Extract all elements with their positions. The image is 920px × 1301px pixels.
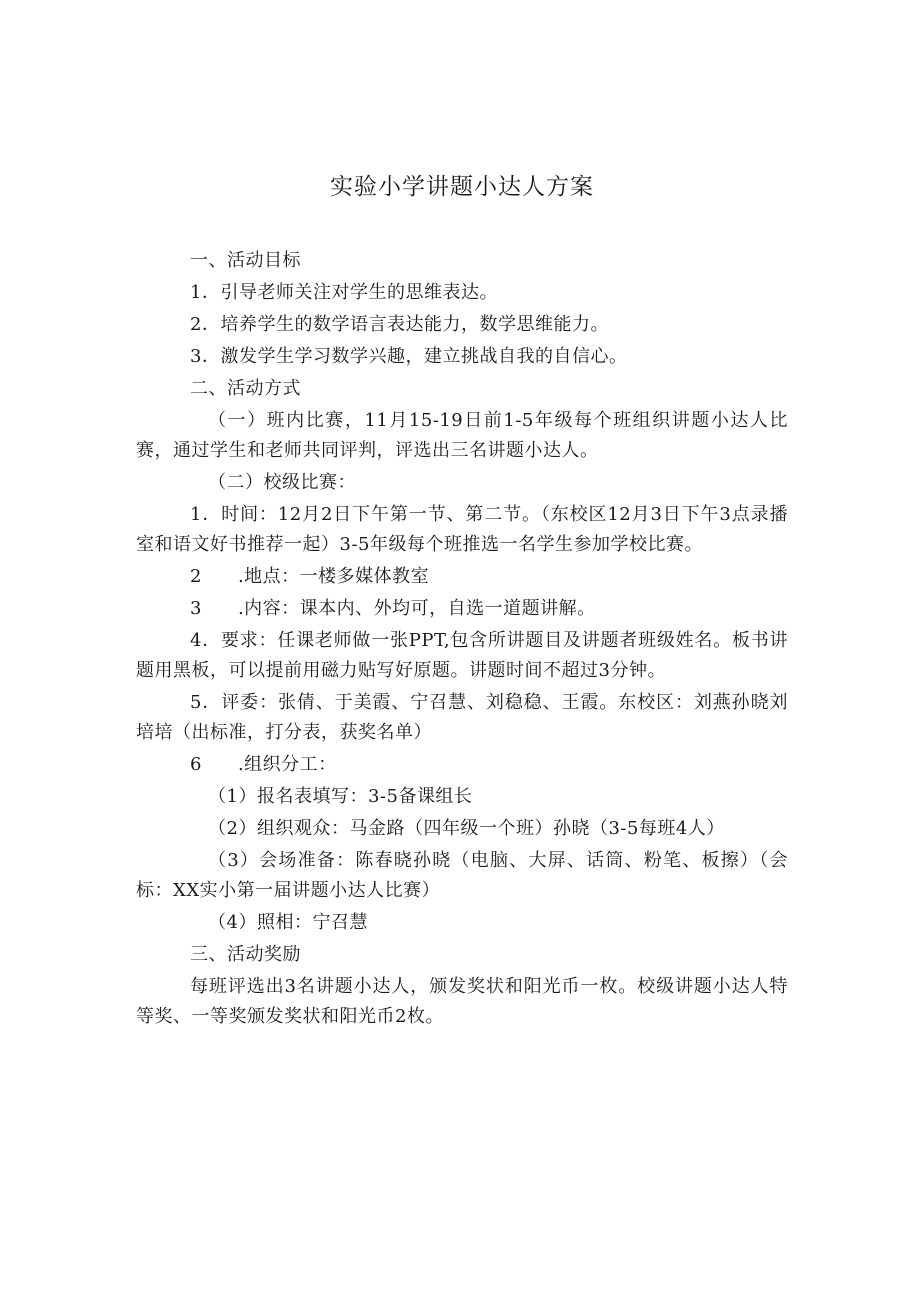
goal-item-3: 3．激发学生学习数学兴趣，建立挑战自我的自信心。 <box>190 346 628 367</box>
school-item-content <box>136 594 788 624</box>
item-number: 6 <box>190 754 202 775</box>
section-heading-method: 二、活动方式 <box>190 378 301 399</box>
item-text: .内容：课本内、外均可，自选一道题讲解。 <box>237 598 596 619</box>
school-item-requirements: 4．要求：任课老师做一张PPT,包含所讲题目及讲题者班级姓名。板书讲题用黑板，可以提前用磁力贴写好原题。讲题时间不超过3分钟。 <box>136 630 788 681</box>
item-number: 3 <box>190 598 202 619</box>
document-page <box>136 160 788 1034</box>
section-heading-goals: 一、活动目标 <box>190 250 301 271</box>
org-item-4: （4）照相：宁召慧 <box>208 912 368 933</box>
document-title: 实验小学讲题小达人方案 <box>330 174 594 200</box>
method-class-competition: （一）班内比赛，11月15-19日前1-5年级每个班组织讲题小达人比赛，通过学生和老师共同评判，评选出三名讲题小达人。 <box>136 410 788 461</box>
item-number: 2 <box>190 566 202 587</box>
item-text: .组织分工： <box>237 754 337 775</box>
school-item-judges: 5．评委：张倩、于美霞、宁召慧、刘稳稳、王霞。东校区：刘燕孙晓刘培培（出标准，打分表，获奖名单） <box>136 692 788 743</box>
org-item-3: （3）会场准备：陈春晓孙晓（电脑、大屏、话筒、粉笔、板擦）（会标：XX实小第一届讲题小达人比赛） <box>136 850 788 901</box>
org-item-2: （2）组织观众：马金路（四年级一个班）孙晓（3-5每班4人） <box>208 818 725 839</box>
school-item-time: 1．时间：12月2日下午第一节、第二节。（东校区12月3日下午3点录播室和语文好书推荐一起）3-5年级每个班推选一名学生参加学校比赛。 <box>136 504 788 555</box>
school-item-place <box>136 562 788 592</box>
item-text: .地点：一楼多媒体教室 <box>237 566 430 587</box>
goal-item-1: 1．引导老师关注对学生的思维表达。 <box>190 282 498 303</box>
org-item-1: （1）报名表填写：3-5备课组长 <box>208 786 473 807</box>
section-heading-rewards: 三、活动奖励 <box>190 944 301 965</box>
method-school-competition: （二）校级比赛： <box>208 472 356 493</box>
rewards-text: 每班评选出3名讲题小达人，颁发奖状和阳光币一枚。校级讲题小达人特等奖、一等奖颁发奖状和阳光币2枚。 <box>136 976 788 1027</box>
school-item-organization <box>136 750 788 780</box>
goal-item-2: 2．培养学生的数学语言表达能力，数学思维能力。 <box>190 314 609 335</box>
